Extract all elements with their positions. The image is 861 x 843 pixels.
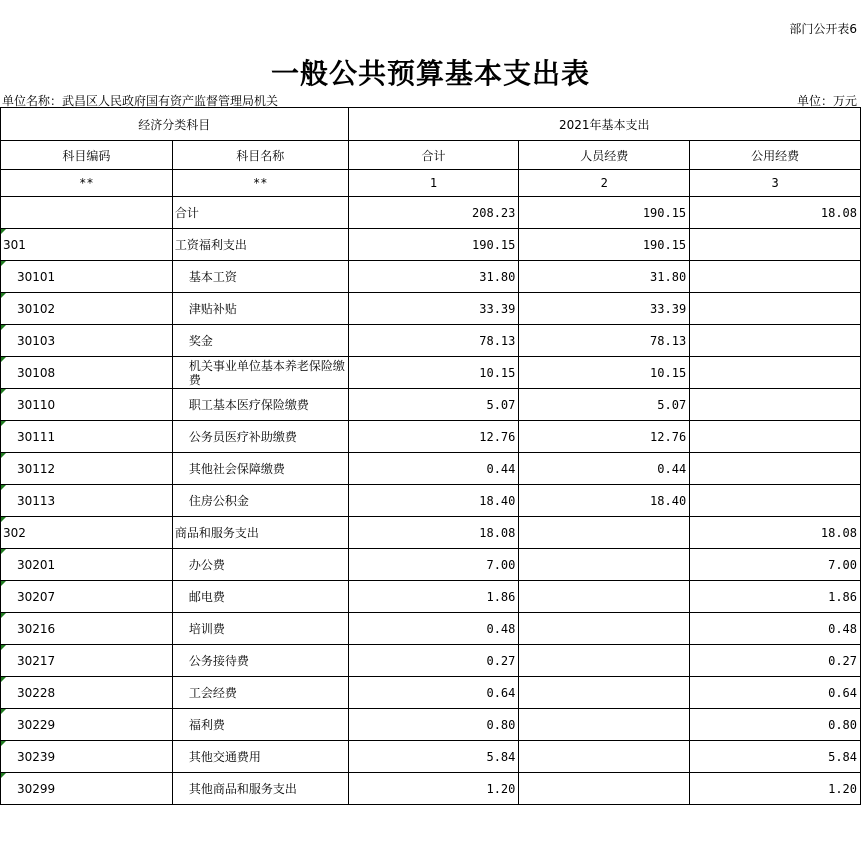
personnel-cost-cell-text: 190.15 bbox=[642, 205, 687, 220]
personnel-cost-cell bbox=[519, 261, 690, 293]
subject-code-cell bbox=[1, 197, 173, 229]
total-cell bbox=[348, 325, 519, 357]
subject-name-cell bbox=[172, 229, 348, 261]
subject-name-cell-text: 其他社会保障缴费 bbox=[188, 462, 285, 476]
cell-comment-marker-icon bbox=[1, 485, 6, 490]
personnel-cost-cell-text: 10.15 bbox=[650, 365, 687, 380]
subject-name-cell-text: 培训费 bbox=[188, 622, 225, 636]
personnel-cost-cell-text: 190.15 bbox=[642, 237, 687, 252]
table-row bbox=[1, 261, 861, 293]
header-economic-classification: 经济分类科目 bbox=[1, 108, 349, 141]
personnel-cost-cell-text: 5.07 bbox=[657, 397, 687, 412]
subject-name-cell bbox=[172, 421, 348, 453]
total-cell bbox=[348, 389, 519, 421]
personnel-cost-cell bbox=[519, 197, 690, 229]
public-cost-cell bbox=[690, 741, 861, 773]
index-name: ** bbox=[172, 170, 348, 197]
index-code: ** bbox=[1, 170, 173, 197]
personnel-cost-cell-text: 12.76 bbox=[650, 429, 687, 444]
subject-name-cell-text: 公务员医疗补助缴费 bbox=[188, 430, 297, 444]
public-cost-cell bbox=[690, 485, 861, 517]
total-cell bbox=[348, 485, 519, 517]
personnel-cost-cell-text: 0.44 bbox=[657, 461, 687, 476]
index-public: 3 bbox=[690, 170, 861, 197]
subject-name-cell bbox=[172, 389, 348, 421]
subject-code-cell-text: 30216 bbox=[17, 621, 56, 636]
table-row bbox=[1, 549, 861, 581]
total-cell-text: 190.15 bbox=[472, 237, 516, 252]
total-cell-text: 12.76 bbox=[479, 429, 516, 444]
subject-code-cell-text: 30299 bbox=[17, 781, 56, 796]
subject-name-cell-text: 工资福利支出 bbox=[174, 238, 247, 252]
subject-code-cell bbox=[1, 645, 173, 677]
total-cell-text: 0.27 bbox=[486, 653, 516, 668]
index-personnel: 2 bbox=[519, 170, 690, 197]
public-cost-cell bbox=[690, 677, 861, 709]
personnel-cost-cell-text: 18.40 bbox=[650, 493, 687, 508]
subject-name-cell-text: 办公费 bbox=[188, 558, 225, 572]
subject-code-cell-text: 30207 bbox=[17, 589, 56, 604]
personnel-cost-cell bbox=[519, 741, 690, 773]
report-number-label: 部门公开表6 bbox=[789, 22, 857, 36]
total-cell bbox=[348, 741, 519, 773]
subject-name-cell bbox=[172, 645, 348, 677]
header-column-row bbox=[1, 141, 861, 170]
table-row bbox=[1, 453, 861, 485]
subject-name-cell bbox=[172, 549, 348, 581]
cell-comment-marker-icon bbox=[1, 581, 6, 586]
table-row bbox=[1, 773, 861, 805]
subject-code-cell-text: 30229 bbox=[17, 717, 56, 732]
personnel-cost-cell bbox=[519, 389, 690, 421]
currency-unit-label: 单位：万元 bbox=[796, 94, 857, 108]
public-cost-cell bbox=[690, 773, 861, 805]
personnel-cost-cell bbox=[519, 677, 690, 709]
total-cell bbox=[348, 549, 519, 581]
subject-name-cell bbox=[172, 357, 348, 389]
subject-name-cell-text: 基本工资 bbox=[188, 270, 237, 284]
total-cell-text: 5.07 bbox=[486, 397, 516, 412]
personnel-cost-cell bbox=[519, 517, 690, 549]
public-cost-cell-text: 0.48 bbox=[828, 621, 857, 636]
subject-code-cell-text: 30228 bbox=[17, 685, 56, 700]
subject-name-cell bbox=[172, 741, 348, 773]
subject-name-cell-text: 福利费 bbox=[188, 718, 225, 732]
subject-name-cell-text: 工会经费 bbox=[188, 686, 237, 700]
total-cell bbox=[348, 357, 519, 389]
total-cell bbox=[348, 197, 519, 229]
subject-name-cell-text: 津贴补贴 bbox=[188, 302, 237, 316]
table-row bbox=[1, 421, 861, 453]
total-cell-text: 18.08 bbox=[479, 525, 516, 540]
table-row bbox=[1, 357, 861, 389]
subject-code-cell-text: 301 bbox=[3, 237, 26, 252]
public-cost-cell bbox=[690, 581, 861, 613]
subject-code-cell-text: 30103 bbox=[17, 333, 56, 348]
subject-name-cell bbox=[172, 453, 348, 485]
total-cell bbox=[348, 293, 519, 325]
total-cell bbox=[348, 581, 519, 613]
subject-code-cell-text: 30112 bbox=[17, 461, 56, 476]
total-cell-text: 31.80 bbox=[479, 269, 516, 284]
table-row bbox=[1, 485, 861, 517]
public-cost-cell bbox=[690, 453, 861, 485]
cell-comment-marker-icon bbox=[1, 325, 6, 330]
public-cost-cell bbox=[690, 261, 861, 293]
header-subject-name: 科目名称 bbox=[172, 141, 348, 170]
total-cell bbox=[348, 453, 519, 485]
subject-name-cell bbox=[172, 517, 348, 549]
header-subject-code: 科目编码 bbox=[1, 141, 173, 170]
personnel-cost-cell bbox=[519, 293, 690, 325]
total-cell bbox=[348, 261, 519, 293]
subject-code-cell bbox=[1, 549, 173, 581]
total-cell-text: 0.64 bbox=[486, 685, 516, 700]
cell-comment-marker-icon bbox=[1, 293, 6, 298]
subject-code-cell-text: 30102 bbox=[17, 301, 56, 316]
table-row bbox=[1, 709, 861, 741]
unit-name-label: 单位名称：武昌区人民政府国有资产监督管理局机关 bbox=[2, 94, 279, 108]
cell-comment-marker-icon bbox=[1, 389, 6, 394]
cell-comment-marker-icon bbox=[1, 229, 6, 234]
subject-code-cell bbox=[1, 773, 173, 805]
public-cost-cell bbox=[690, 229, 861, 261]
total-cell bbox=[348, 773, 519, 805]
personnel-cost-cell-text: 78.13 bbox=[650, 333, 687, 348]
personnel-cost-cell bbox=[519, 325, 690, 357]
personnel-cost-cell-text: 33.39 bbox=[650, 301, 687, 316]
table-row bbox=[1, 581, 861, 613]
subject-code-cell bbox=[1, 517, 173, 549]
cell-comment-marker-icon bbox=[1, 549, 6, 554]
cell-comment-marker-icon bbox=[1, 709, 6, 714]
personnel-cost-cell bbox=[519, 645, 690, 677]
subject-name-cell bbox=[172, 709, 348, 741]
personnel-cost-cell bbox=[519, 709, 690, 741]
subject-code-cell bbox=[1, 293, 173, 325]
subject-name-cell-text: 住房公积金 bbox=[188, 494, 249, 508]
table-body bbox=[1, 197, 861, 805]
total-cell-text: 10.15 bbox=[479, 365, 516, 380]
cell-comment-marker-icon bbox=[1, 741, 6, 746]
subject-code-cell-text: 30111 bbox=[17, 429, 56, 444]
subject-name-cell bbox=[172, 581, 348, 613]
public-cost-cell bbox=[690, 357, 861, 389]
cell-comment-marker-icon bbox=[1, 517, 6, 522]
subject-name-cell-text: 合计 bbox=[174, 206, 199, 220]
table-row bbox=[1, 613, 861, 645]
cell-comment-marker-icon bbox=[1, 421, 6, 426]
table-row bbox=[1, 197, 861, 229]
personnel-cost-cell bbox=[519, 357, 690, 389]
subject-name-cell-text: 机关事业单位基本养老保险缴费 bbox=[188, 358, 345, 387]
public-cost-cell bbox=[690, 293, 861, 325]
subject-name-cell bbox=[172, 773, 348, 805]
total-cell bbox=[348, 677, 519, 709]
subject-name-cell-text: 职工基本医疗保险缴费 bbox=[188, 398, 309, 412]
page-title: 一般公共预算基本支出表 bbox=[270, 57, 590, 90]
table-row bbox=[1, 741, 861, 773]
subject-code-cell bbox=[1, 453, 173, 485]
public-cost-cell-text: 1.20 bbox=[828, 781, 857, 796]
public-cost-cell-text: 18.08 bbox=[820, 525, 857, 540]
public-cost-cell-text: 5.84 bbox=[828, 749, 857, 764]
table-row bbox=[1, 293, 861, 325]
public-cost-cell-text: 18.08 bbox=[820, 205, 857, 220]
table-row bbox=[1, 645, 861, 677]
total-cell bbox=[348, 517, 519, 549]
subject-code-cell bbox=[1, 229, 173, 261]
subject-code-cell-text: 30101 bbox=[17, 269, 56, 284]
subject-code-cell bbox=[1, 677, 173, 709]
subject-name-cell-text: 邮电费 bbox=[188, 590, 225, 604]
cell-comment-marker-icon bbox=[1, 677, 6, 682]
subject-code-cell-text: 30217 bbox=[17, 653, 56, 668]
subject-name-cell-text: 商品和服务支出 bbox=[174, 526, 259, 540]
public-cost-cell bbox=[690, 645, 861, 677]
personnel-cost-cell-text: 31.80 bbox=[650, 269, 687, 284]
subject-name-cell-text: 奖金 bbox=[188, 334, 213, 348]
table-row bbox=[1, 229, 861, 261]
header-basic-expenditure-2021: 2021年基本支出 bbox=[348, 108, 860, 141]
total-cell-text: 33.39 bbox=[479, 301, 516, 316]
subject-code-cell-text: 30239 bbox=[17, 749, 56, 764]
public-cost-cell bbox=[690, 421, 861, 453]
total-cell bbox=[348, 709, 519, 741]
total-cell-text: 208.23 bbox=[472, 205, 516, 220]
subject-code-cell bbox=[1, 325, 173, 357]
subject-name-cell bbox=[172, 325, 348, 357]
subject-name-cell-text: 公务接待费 bbox=[188, 654, 249, 668]
subject-code-cell-text: 30108 bbox=[17, 365, 56, 380]
subject-name-cell-text: 其他交通费用 bbox=[188, 750, 261, 764]
subject-code-cell bbox=[1, 421, 173, 453]
table-row bbox=[1, 325, 861, 357]
public-cost-cell-text: 1.86 bbox=[828, 589, 857, 604]
subject-code-cell-text: 30201 bbox=[17, 557, 56, 572]
subject-code-cell bbox=[1, 389, 173, 421]
personnel-cost-cell bbox=[519, 229, 690, 261]
personnel-cost-cell bbox=[519, 549, 690, 581]
subject-code-cell bbox=[1, 357, 173, 389]
total-cell bbox=[348, 421, 519, 453]
subject-code-cell-text: 30113 bbox=[17, 493, 56, 508]
subject-code-cell bbox=[1, 613, 173, 645]
public-cost-cell-text: 0.27 bbox=[828, 653, 857, 668]
total-cell bbox=[348, 229, 519, 261]
subject-name-cell-text: 其他商品和服务支出 bbox=[188, 782, 297, 796]
total-cell-text: 7.00 bbox=[486, 557, 516, 572]
subject-name-cell bbox=[172, 485, 348, 517]
total-cell-text: 0.44 bbox=[486, 461, 516, 476]
subject-code-cell bbox=[1, 709, 173, 741]
subject-name-cell bbox=[172, 293, 348, 325]
subject-code-cell bbox=[1, 581, 173, 613]
public-cost-cell bbox=[690, 613, 861, 645]
public-cost-cell-text: 7.00 bbox=[828, 557, 857, 572]
public-cost-cell bbox=[690, 389, 861, 421]
index-total: 1 bbox=[348, 170, 519, 197]
total-cell-text: 5.84 bbox=[486, 749, 516, 764]
header-total: 合计 bbox=[348, 141, 519, 170]
subject-code-cell bbox=[1, 485, 173, 517]
cell-comment-marker-icon bbox=[1, 645, 6, 650]
subject-code-cell bbox=[1, 741, 173, 773]
public-cost-cell bbox=[690, 325, 861, 357]
subject-name-cell bbox=[172, 261, 348, 293]
total-cell-text: 1.86 bbox=[486, 589, 516, 604]
personnel-cost-cell bbox=[519, 421, 690, 453]
table-row bbox=[1, 677, 861, 709]
personnel-cost-cell bbox=[519, 453, 690, 485]
subject-code-cell-text: 302 bbox=[3, 525, 26, 540]
public-cost-cell-text: 0.80 bbox=[828, 717, 857, 732]
cell-comment-marker-icon bbox=[1, 261, 6, 266]
header-group-row bbox=[1, 108, 861, 141]
cell-comment-marker-icon bbox=[1, 773, 6, 778]
cell-comment-marker-icon bbox=[1, 357, 6, 362]
header-personnel-cost: 人员经费 bbox=[519, 141, 690, 170]
subject-name-cell bbox=[172, 197, 348, 229]
public-cost-cell bbox=[690, 709, 861, 741]
public-cost-cell bbox=[690, 517, 861, 549]
total-cell-text: 0.48 bbox=[486, 621, 516, 636]
subject-code-cell-text: 30110 bbox=[17, 397, 56, 412]
public-cost-cell bbox=[690, 549, 861, 581]
subject-code-cell bbox=[1, 261, 173, 293]
public-cost-cell bbox=[690, 197, 861, 229]
table-row bbox=[1, 389, 861, 421]
header-index-row bbox=[1, 170, 861, 197]
subject-name-cell bbox=[172, 677, 348, 709]
personnel-cost-cell bbox=[519, 613, 690, 645]
total-cell-text: 0.80 bbox=[486, 717, 516, 732]
header-public-cost: 公用经费 bbox=[690, 141, 861, 170]
table-row bbox=[1, 517, 861, 549]
cell-comment-marker-icon bbox=[1, 453, 6, 458]
personnel-cost-cell bbox=[519, 581, 690, 613]
total-cell-text: 1.20 bbox=[486, 781, 516, 796]
subject-name-cell bbox=[172, 613, 348, 645]
total-cell-text: 78.13 bbox=[479, 333, 516, 348]
total-cell bbox=[348, 645, 519, 677]
total-cell-text: 18.40 bbox=[479, 493, 516, 508]
personnel-cost-cell bbox=[519, 773, 690, 805]
personnel-cost-cell bbox=[519, 485, 690, 517]
budget-table bbox=[0, 107, 861, 805]
public-cost-cell-text: 0.64 bbox=[828, 685, 857, 700]
total-cell bbox=[348, 613, 519, 645]
cell-comment-marker-icon bbox=[1, 613, 6, 618]
